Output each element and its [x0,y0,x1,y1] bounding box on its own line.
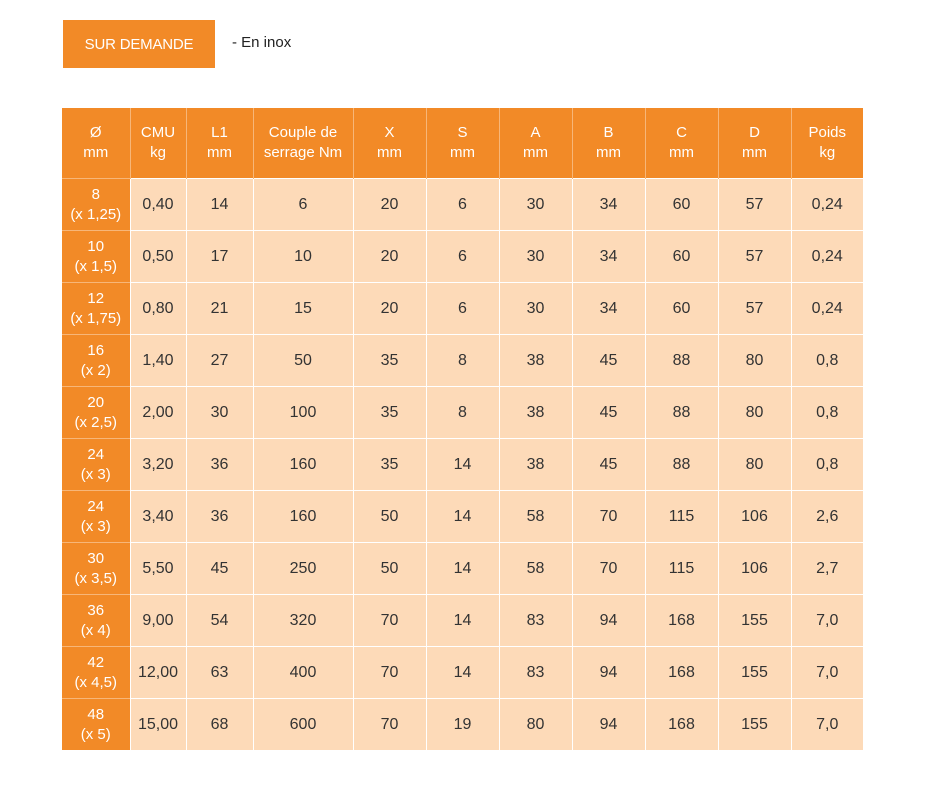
table-cell: 36 [186,439,253,491]
size-cell-line: (x 3) [80,517,111,535]
table-cell: 3,40 [130,491,186,543]
column-header-line: mm [450,144,475,161]
column-header-line: L1 [211,124,228,141]
table-cell: 20 [353,179,426,231]
size-cell-line: (x 1,5) [74,257,117,275]
table-cell: 34 [572,179,645,231]
size-cell-line: (x 2) [80,361,111,379]
size-cell-line: 42 [87,653,105,671]
table-cell: 0,24 [791,283,863,335]
table-cell: 7,0 [791,595,863,647]
table-cell: 0,50 [130,231,186,283]
table-cell: 57 [718,283,791,335]
table-cell: 50 [353,543,426,595]
column-header-line: mm [742,144,767,161]
material-note: - En inox [232,34,292,51]
table-cell: 115 [645,491,718,543]
table-row [62,699,863,751]
size-cell-line: 12 [87,289,105,307]
table-cell: 6 [253,179,353,231]
table-cell: 30 [499,179,572,231]
table-cell: 168 [645,595,718,647]
table-cell: 70 [353,647,426,699]
table-cell: 34 [572,231,645,283]
table-cell: 60 [645,179,718,231]
table-cell: 35 [353,387,426,439]
table-cell: 63 [186,647,253,699]
column-header [186,108,253,179]
table-row [62,439,863,491]
table-cell: 0,8 [791,335,863,387]
table-cell: 70 [353,595,426,647]
size-cell-line: (x 5) [80,725,111,743]
table-cell: 6 [426,283,499,335]
table-cell: 36 [186,491,253,543]
table-cell: 168 [645,699,718,751]
table-cell: 38 [499,335,572,387]
table-cell: 70 [353,699,426,751]
table-cell: 94 [572,699,645,751]
column-header-line: C [676,124,687,141]
table-cell: 1,40 [130,335,186,387]
table-cell: 106 [718,543,791,595]
table-cell: 155 [718,647,791,699]
table-cell: 50 [253,335,353,387]
table-cell: 45 [186,543,253,595]
column-header [572,108,645,179]
table-cell: 9,00 [130,595,186,647]
table-cell: 168 [645,647,718,699]
size-cell-line: 20 [87,393,105,411]
column-header-line: A [530,124,541,141]
size-cell-line: (x 3) [80,465,111,483]
table-cell: 12,00 [130,647,186,699]
column-header [718,108,791,179]
table-row [62,387,863,439]
size-cell-line: 24 [87,445,105,463]
size-cell-line: (x 1,25) [70,205,122,223]
table-cell: 50 [353,491,426,543]
size-cell-line: (x 4) [80,621,111,639]
column-header-line: CMU [140,124,176,141]
table-cell: 30 [499,231,572,283]
table-cell: 38 [499,439,572,491]
table-cell: 60 [645,283,718,335]
size-cell-line: (x 4,5) [74,673,117,691]
column-header-line: mm [207,144,232,161]
table-cell: 58 [499,543,572,595]
table-cell: 2,00 [130,387,186,439]
table-cell: 88 [645,439,718,491]
table-cell: 80 [718,335,791,387]
column-header-line: D [749,124,760,141]
table-cell: 0,8 [791,387,863,439]
size-cell [62,543,130,595]
table-cell: 160 [253,439,353,491]
table-cell: 0,8 [791,439,863,491]
table-row [62,595,863,647]
specifications-table [62,108,863,750]
table-cell: 88 [645,387,718,439]
size-cell [62,231,130,283]
table-cell: 14 [426,439,499,491]
column-header [253,108,353,179]
table-cell: 21 [186,283,253,335]
size-cell-line: (x 3,5) [74,569,117,587]
size-cell [62,647,130,699]
size-cell-line: 48 [87,705,105,723]
table-cell: 94 [572,647,645,699]
table-cell: 2,7 [791,543,863,595]
column-header-line: Poids [808,124,847,141]
table-cell: 68 [186,699,253,751]
size-cell-line: 8 [91,185,100,203]
column-header [791,108,863,179]
column-header-line: Ø [89,124,102,141]
table-cell: 0,24 [791,231,863,283]
table-row [62,647,863,699]
size-cell [62,387,130,439]
table-cell: 19 [426,699,499,751]
size-cell [62,283,130,335]
table-cell: 250 [253,543,353,595]
table-cell: 83 [499,595,572,647]
table-cell: 70 [572,543,645,595]
size-cell-line: 36 [87,601,105,619]
table-cell: 14 [426,647,499,699]
header-row [62,108,863,179]
size-cell-line: 10 [87,237,105,255]
size-cell-line: 24 [87,497,105,515]
table-cell: 45 [572,387,645,439]
table-cell: 106 [718,491,791,543]
table-row [62,543,863,595]
table-cell: 70 [572,491,645,543]
table-cell: 155 [718,595,791,647]
table-cell: 35 [353,335,426,387]
table-cell: 27 [186,335,253,387]
table-cell: 20 [353,231,426,283]
table-cell: 80 [499,699,572,751]
table-cell: 35 [353,439,426,491]
table-cell: 17 [186,231,253,283]
size-cell-line: (x 2,5) [74,413,117,431]
table-header [62,108,863,179]
column-header [62,108,130,179]
table-cell: 45 [572,439,645,491]
table-cell: 115 [645,543,718,595]
size-cell-line: 16 [87,341,105,359]
column-header-line: kg [150,144,166,161]
column-header-line: serrage Nm [263,144,343,161]
table-cell: 20 [353,283,426,335]
table-cell: 3,20 [130,439,186,491]
table-cell: 14 [426,491,499,543]
table-cell: 7,0 [791,647,863,699]
table-cell: 94 [572,595,645,647]
size-cell [62,491,130,543]
table-cell: 80 [718,439,791,491]
table-cell: 14 [426,543,499,595]
table-cell: 30 [499,283,572,335]
column-header-line: mm [83,144,109,161]
column-header-line: S [457,124,468,141]
size-cell-line: 30 [87,549,105,567]
table-cell: 2,6 [791,491,863,543]
table-cell: 15,00 [130,699,186,751]
table-cell: 155 [718,699,791,751]
column-header [499,108,572,179]
table-cell: 7,0 [791,699,863,751]
column-header-line: X [384,124,395,141]
table-cell: 57 [718,231,791,283]
table-cell: 8 [426,335,499,387]
table-row [62,231,863,283]
table-body [62,179,863,751]
table-cell: 0,40 [130,179,186,231]
table-cell: 6 [426,179,499,231]
table-row [62,335,863,387]
table-cell: 88 [645,335,718,387]
table-cell: 34 [572,283,645,335]
column-header [130,108,186,179]
size-cell [62,179,130,231]
size-cell [62,595,130,647]
table-cell: 14 [186,179,253,231]
column-header [645,108,718,179]
size-cell-line: (x 1,75) [70,309,122,327]
table-cell: 100 [253,387,353,439]
table-cell: 83 [499,647,572,699]
table-cell: 57 [718,179,791,231]
table-cell: 5,50 [130,543,186,595]
table-cell: 60 [645,231,718,283]
table-row [62,283,863,335]
table-cell: 320 [253,595,353,647]
table-cell: 14 [426,595,499,647]
table-cell: 10 [253,231,353,283]
size-cell [62,699,130,751]
size-cell [62,439,130,491]
table-cell: 80 [718,387,791,439]
table-cell: 160 [253,491,353,543]
sur-demande-badge: SUR DEMANDE [63,20,215,68]
table-cell: 38 [499,387,572,439]
column-header-line: B [603,124,614,141]
table-row [62,179,863,231]
column-header-line: mm [596,144,621,161]
table-cell: 45 [572,335,645,387]
column-header-line: mm [377,144,402,161]
column-header [426,108,499,179]
table-cell: 6 [426,231,499,283]
column-header-line: Couple de [268,124,338,141]
table-cell: 600 [253,699,353,751]
table-cell: 8 [426,387,499,439]
table-cell: 15 [253,283,353,335]
table-cell: 0,80 [130,283,186,335]
size-cell [62,335,130,387]
table-row [62,491,863,543]
table-cell: 54 [186,595,253,647]
column-header-line: mm [523,144,548,161]
column-header-line: kg [819,144,836,161]
column-header-line: mm [669,144,694,161]
column-header [353,108,426,179]
table-cell: 0,24 [791,179,863,231]
table-cell: 400 [253,647,353,699]
table-cell: 58 [499,491,572,543]
table-cell: 30 [186,387,253,439]
